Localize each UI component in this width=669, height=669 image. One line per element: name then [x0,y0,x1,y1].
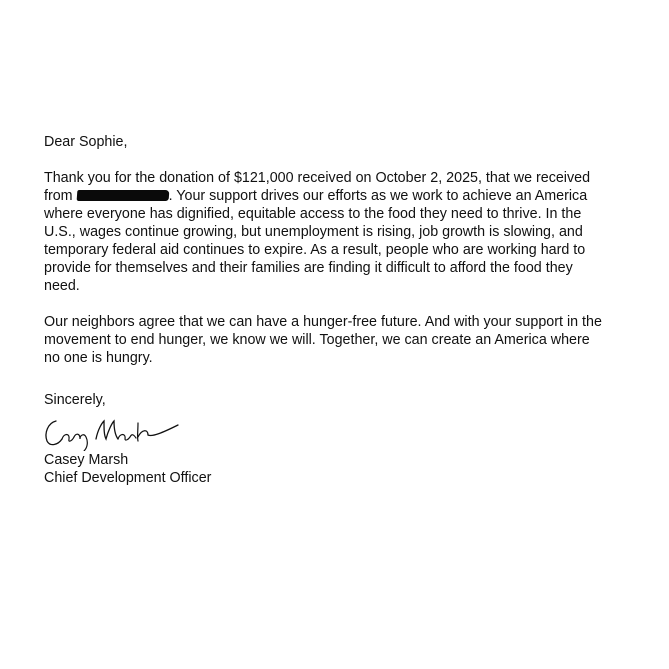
paragraph-1-line-4: U.S., wages continue growing, but unemployment is rising, job growth is slowing, and [44,224,583,240]
paragraph-1-line-5: temporary federal aid continues to expire. As a result, people who are working hard to [44,242,586,258]
paragraph-1-line-1: Thank you for the donation of $121,000 received on October 2, 2025, that we received [44,170,591,186]
support-text: . Your support drives our efforts as we work to achieve an America [168,188,588,204]
closing: Sincerely, [44,392,106,408]
letter-body [44,133,656,487]
paragraph-1-line-3: where everyone has dignified, equitable access to the food they need to thrive. In the [44,206,582,222]
from-text: from [44,188,73,204]
paragraph-2-line-2: movement to end hunger, we know we will. Together, we can create an America where [44,332,590,348]
paragraph-2-line-1: Our neighbors agree that we can have a hunger-free future. And with your support in the [44,314,602,330]
redaction-mark [76,190,169,201]
signer-title: Chief Development Officer [44,470,212,486]
greeting: Dear Sophie, [44,134,128,150]
handwritten-signature [42,411,182,451]
paragraph-hunger-free [44,313,656,367]
paragraph-1-line-6: provide for themselves and their families are finding it difficult to afford the food they [44,260,573,276]
signer-name: Casey Marsh [44,452,129,468]
paragraph-donation [44,169,656,295]
paragraph-1-line-7: need. [44,278,80,294]
paragraph-1-line-2 [44,187,656,205]
paragraph-2-line-3: no one is hungry. [44,350,153,366]
